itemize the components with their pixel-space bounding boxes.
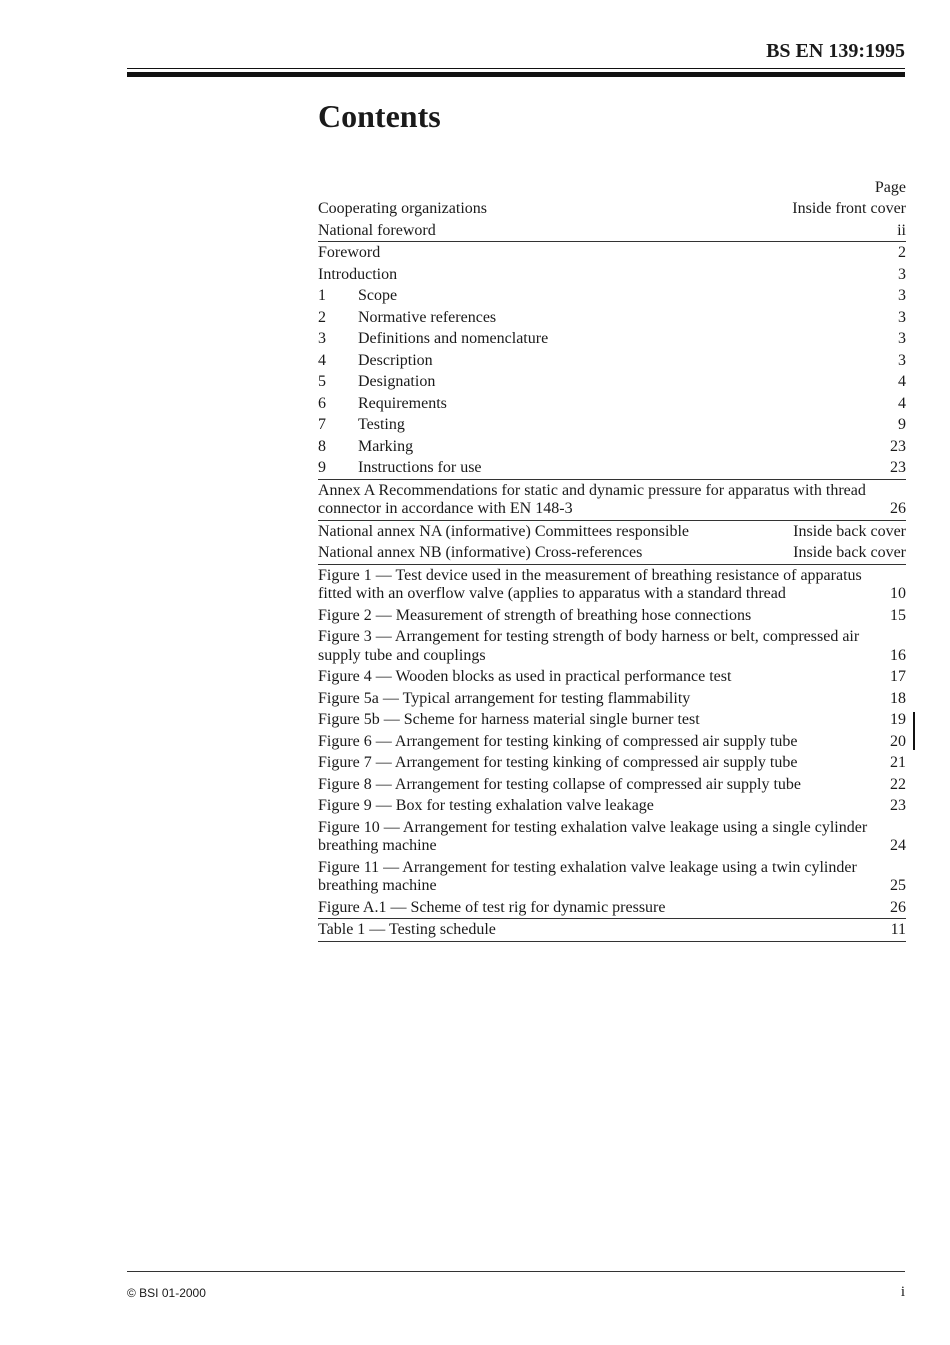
toc-entry[interactable]: Figure A.1 — Scheme of test rig for dynamic pressure 26 xyxy=(318,898,906,916)
toc-entry[interactable]: Figure 4 — Wooden blocks as used in practical performance test 17 xyxy=(318,668,906,685)
toc-entry[interactable]: National annex NA (informative) Committees responsible Inside back cover xyxy=(318,520,906,543)
toc-entry[interactable]: Figure 10 — Arrangement for testing exhalation valve leakage using a single cylinder breathing machine 24 xyxy=(318,818,906,854)
toc-entry[interactable]: Figure 3 — Arrangement for testing strength of body harness or belt, compressed air supply tube and couplings 16 xyxy=(318,628,906,664)
toc-entry[interactable]: Table 1 — Testing schedule 11 xyxy=(318,918,906,942)
toc-entry[interactable]: Figure 5a — Typical arrangement for testing flammability 18 xyxy=(318,689,906,707)
toc-entry[interactable]: 5 Designation 4 xyxy=(318,373,906,390)
table-of-contents xyxy=(318,177,906,942)
header-rule-thick xyxy=(127,72,905,77)
toc-entry[interactable]: Foreword 2 xyxy=(318,241,906,264)
document-id: BS EN 139:1995 xyxy=(766,40,905,62)
toc-entry[interactable]: Figure 2 — Measurement of strength of breathing hose connections 15 xyxy=(318,606,906,624)
toc-entry[interactable]: 6 Requirements 4 xyxy=(318,394,906,412)
toc-entry[interactable]: Figure 8 — Arrangement for testing collapse of compressed air supply tube 22 xyxy=(318,775,906,793)
toc-entry[interactable]: Annex A Recommendations for static and dynamic pressure for apparatus with thread connector in accordance with EN 148-3 26 xyxy=(318,479,906,520)
toc-entry[interactable]: 1 Scope 3 xyxy=(318,287,906,304)
toc-entry[interactable]: Figure 7 — Arrangement for testing kinking of compressed air supply tube 21 xyxy=(318,754,906,771)
toc-entry[interactable]: National foreword ii xyxy=(318,221,906,239)
toc-entry[interactable]: 9 Instructions for use 23 xyxy=(318,459,906,476)
page-title: Contents xyxy=(318,98,441,134)
page-column-header: Page xyxy=(874,179,906,196)
toc-entry[interactable]: 2 Normative references 3 xyxy=(318,308,906,326)
header-rule-thin xyxy=(127,68,905,69)
change-bar xyxy=(913,712,915,750)
page-number: i xyxy=(900,1284,905,1300)
toc-entry[interactable]: Introduction 3 xyxy=(318,265,906,283)
toc-entry[interactable]: 8 Marking 23 xyxy=(318,437,906,455)
toc-entry[interactable]: Figure 6 — Arrangement for testing kinking of compressed air supply tube 20 xyxy=(318,732,906,750)
toc-entry[interactable]: National annex NB (informative) Cross-references Inside back cover xyxy=(318,544,906,561)
toc-entry[interactable]: 3 Definitions and nomenclature 3 xyxy=(318,330,906,347)
toc-entry[interactable]: Figure 9 — Box for testing exhalation valve leakage 23 xyxy=(318,797,906,814)
toc-entry[interactable]: Figure 11 — Arrangement for testing exhalation valve leakage using a twin cylinder breathing machine 25 xyxy=(318,858,906,894)
toc-entry[interactable]: Cooperating organizations Inside front cover xyxy=(318,200,906,217)
toc-entry[interactable]: Figure 5b — Scheme for harness material single burner test 19 xyxy=(318,711,906,728)
footer-rule xyxy=(127,1271,905,1272)
toc-entry[interactable]: 4 Description 3 xyxy=(318,351,906,369)
copyright-notice: © BSI 01-2000 xyxy=(127,1286,206,1300)
toc-entry[interactable]: 7 Testing 9 xyxy=(318,416,906,433)
toc-entry[interactable]: Figure 1 — Test device used in the measurement of breathing resistance of apparatus fitted with an overflow valve (applies to apparatus with a standard thread 10 xyxy=(318,564,906,605)
